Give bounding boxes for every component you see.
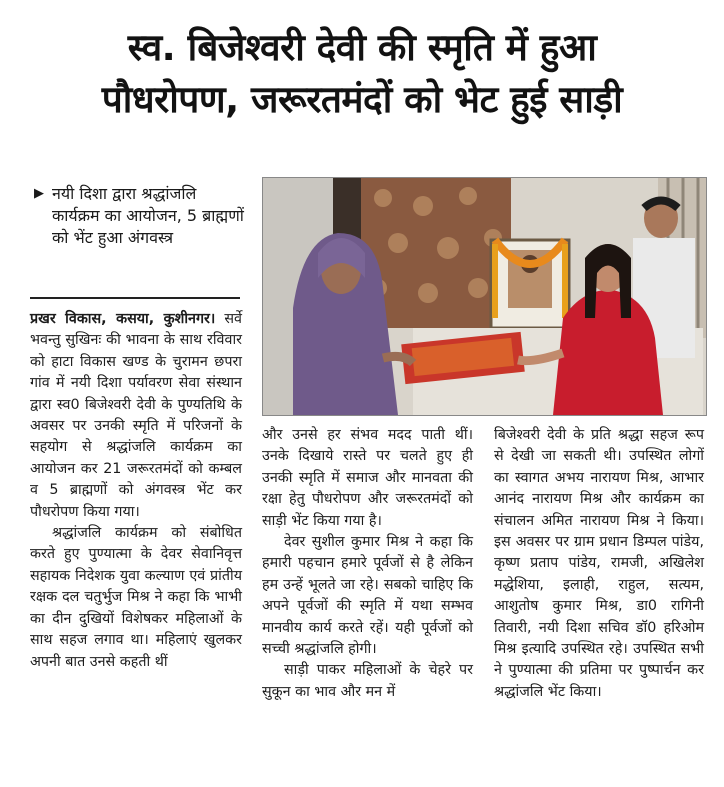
headline-line-1: स्व. बिजेश्वरी देवी की स्मृति में हुआ (127, 26, 597, 69)
article-column-1 (30, 309, 242, 673)
article-paragraph: देवर सुशील कुमार मिश्र ने कहा कि हमारी पहचान हमारे पूर्वजों से है लेकिन हम उन्हें भूलते जा रहे। सबको चाहिए कि अपने पूर्वजों की स्मृति में यथा सम्भव मानवीय कार्य करते रहें। यही पूर्वजों को सच्ची श्रद्धांजलि होगी। (262, 534, 473, 658)
news-photo (262, 177, 707, 416)
divider-rule (30, 297, 240, 299)
article-paragraph: और उनसे हर संभव मदद पाती थीं। उनके दिखाये रास्ते पर चलते हुए ही उनकी स्मृति में समाज और मानवता की रक्षा हेतु पौधरोपण और जरूरतमंदों को साड़ी भेंट किया गया है। (262, 427, 473, 529)
article-paragraph: बिजेश्वरी देवी के प्रति श्रद्धा सहज रूप से देखी जा सकती थी। उपस्थित लोगों का स्वागत अभय नारायण मिश्र, आभार आनंद नारायण मिश्र और कार्यक्रम का संचालन अमित नारायण मिश्र ने किया। इस अवसर पर ग्राम प्रधान डिम्पल पांडेय, कृष्ण प्रताप पांडेय, रामजी, अखिलेश मद्धेशिया, इलाही, राहुल, सत्यम, आशुतोष कुमार मिश्र, डा0 रागिनी तिवारी, नयी दिशा सचिव डॉ0 हरिओम मिश्र इत्यादि उपस्थित रहे। उपस्थित सभी ने पुण्यात्मा की प्रतिमा पर पुष्पार्चन कर श्रद्धांजलि भेंट किया। (494, 427, 704, 700)
article-paragraph (30, 309, 242, 523)
headline (0, 22, 724, 126)
article-column-3 (494, 425, 704, 703)
subheadline (34, 183, 244, 249)
subheadline-text: नयी दिशा द्वारा श्रद्धांजलि कार्यक्रम का आयोजन, 5 ब्राह्मणों को भेंट हुआ अंगवस्त्र (52, 184, 244, 247)
article-paragraph: साड़ी पाकर महिलाओं के चेहरे पर सुकून का भाव और मन में (262, 662, 473, 700)
headline-line-2: पौधरोपण, जरूरतमंदों को भेट हुई साड़ी (101, 78, 623, 121)
dateline: प्रखर विकास, कसया, कुशीनगर। (30, 311, 216, 327)
bullet-arrow-icon: ▶ (34, 186, 44, 201)
article-column-2 (262, 425, 473, 703)
paragraph-text: सर्वे भवन्तु सुखिनः की भावना के साथ रविवार को हाटा विकास खण्ड के चुरामन छपरा गांव में नयी दिशा पर्यावरण सेवा संस्थान द्वारा स्व0 बिजेश्वरी देवी के पुण्यतिथि के अवसर पर उनकी स्मृति में परिजनों के सहयोग से श्रद्धांजलि कार्यक्रम का आयोजन कर 21 जरूरतमंदों को कम्बल व 5 ब्राह्मणों को अंगवस्त्र भेंट कर पौधरोपण किया गया। (30, 311, 242, 520)
article-paragraph: श्रद्धांजलि कार्यक्रम को संबोधित करते हुए पुण्यात्मा के देवर सेवानिवृत्त सहायक निदेशक युवा कल्याण एवं प्रांतीय रक्षक दल चतुर्भुज मिश्र ने कहा कि भाभी का दीन दुखियों विशेषकर महिलाओं के साथ सहज लगाव था। महिलाएं खुलकर अपनी बात उनसे कहती थीं (30, 525, 242, 670)
